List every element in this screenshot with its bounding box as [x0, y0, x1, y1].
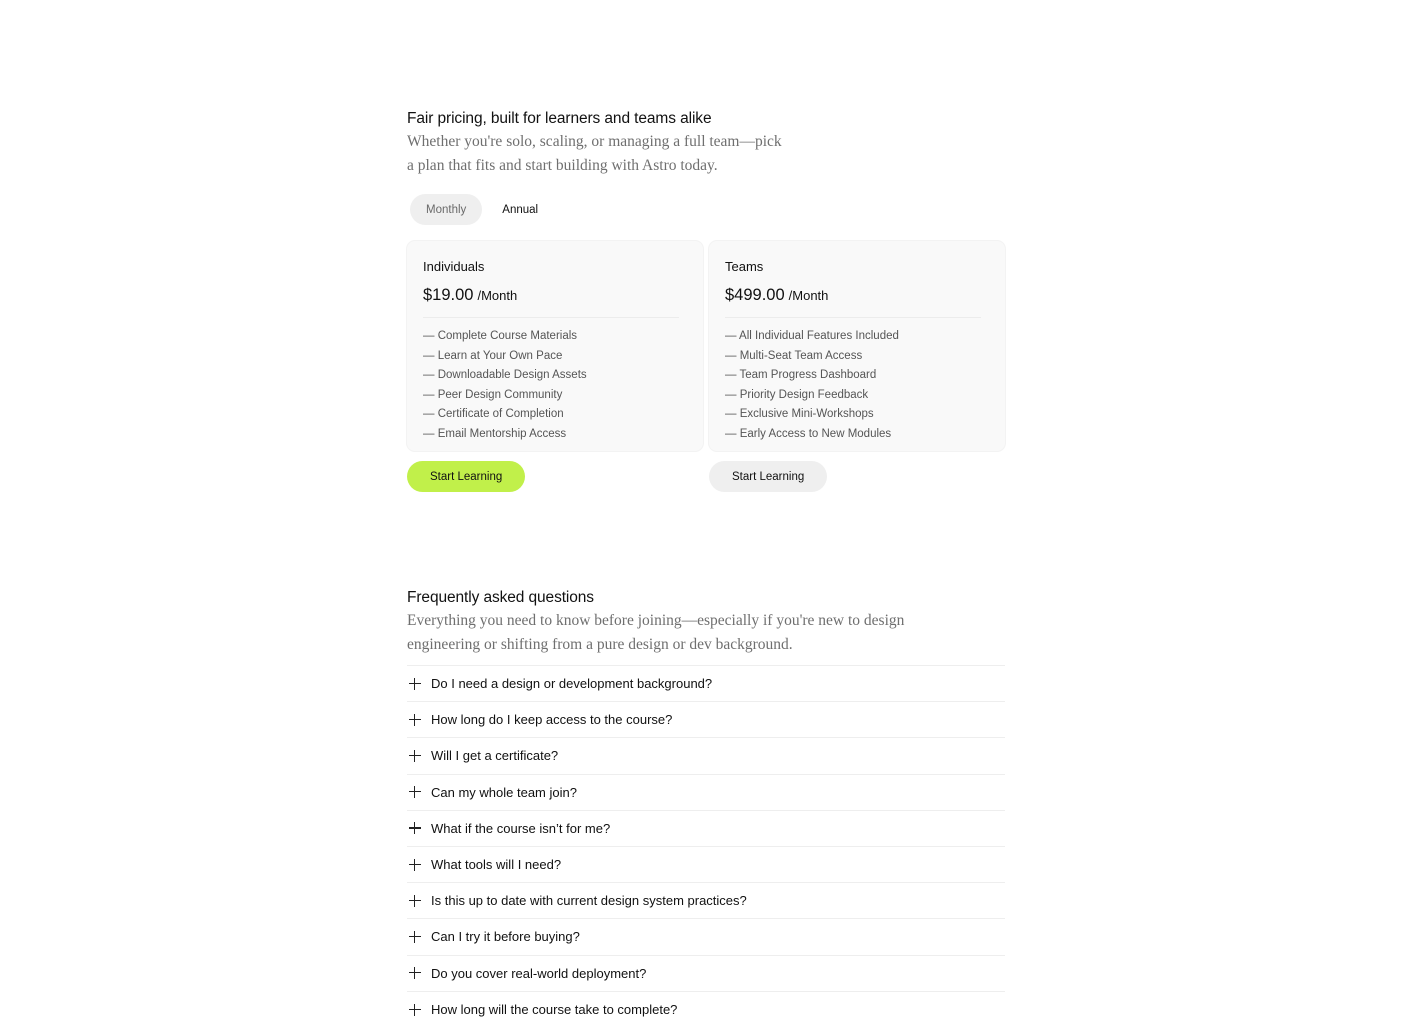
plan-period: /Month	[477, 288, 518, 303]
plans-row	[407, 241, 1005, 492]
plan-feature: — Learn at Your Own Pace	[423, 349, 563, 362]
faq-item[interactable]	[407, 738, 1005, 774]
plan-divider	[725, 317, 981, 318]
start-learning-individuals-button[interactable]: Start Learning	[407, 461, 525, 492]
faq-item[interactable]	[407, 919, 1005, 955]
plan-price	[725, 286, 989, 305]
pricing-section	[407, 108, 1005, 492]
plus-icon	[408, 677, 422, 691]
plus-icon	[408, 966, 422, 980]
billing-toggle	[410, 194, 1005, 225]
plan-amount: $19.00	[423, 286, 474, 304]
pricing-title: Fair pricing, built for learners and teams alike	[407, 110, 712, 127]
faq-question: How long will the course take to complete?	[431, 1002, 678, 1018]
faq-question: Will I get a certificate?	[431, 748, 559, 764]
faq-question: Is this up to date with current design system practices?	[431, 893, 747, 909]
plan-feature: — Complete Course Materials	[423, 330, 578, 342]
plan-feature: — Early Access to New Modules	[725, 427, 892, 440]
plus-icon	[408, 858, 422, 872]
plan-feature: — Priority Design Feedback	[725, 388, 869, 401]
plus-icon	[408, 894, 422, 908]
plan-feature: — Email Mentorship Access	[423, 427, 567, 440]
faq-question: Do you cover real-world deployment?	[431, 965, 647, 981]
faq-item[interactable]	[407, 775, 1005, 811]
faq-item[interactable]	[407, 847, 1005, 883]
plan-feature: — All Individual Features Included	[725, 330, 899, 342]
plus-icon	[408, 713, 422, 727]
plus-icon	[408, 785, 422, 799]
plan-feature: — Team Progress Dashboard	[725, 369, 877, 382]
plus-icon	[408, 821, 422, 835]
plan-features	[725, 327, 989, 445]
plan-period: /Month	[788, 288, 829, 303]
plan-feature: — Peer Design Community	[423, 388, 563, 401]
plan-features	[423, 327, 687, 445]
faq-question: How long do I keep access to the course?	[431, 712, 673, 728]
faq-question: What tools will I need?	[431, 857, 562, 873]
plan-divider	[423, 317, 679, 318]
plan-feature: — Downloadable Design Assets	[423, 369, 587, 382]
faq-item[interactable]	[407, 883, 1005, 919]
start-learning-teams-button[interactable]: Start Learning	[709, 461, 827, 492]
plus-icon	[408, 1003, 422, 1017]
faq-question: Do I need a design or development background?	[431, 676, 713, 692]
faq-item[interactable]	[407, 666, 1005, 702]
faq-item[interactable]	[407, 702, 1005, 738]
faq-title: Frequently asked questions	[407, 589, 594, 606]
toggle-monthly[interactable]: Monthly	[410, 194, 482, 225]
plan-card	[407, 241, 703, 451]
pricing-subtitle: Whether you're solo, scaling, or managing a full team—pick a plan that fits and start building with Astro today.	[407, 133, 782, 174]
plan-card	[709, 241, 1005, 451]
plan-feature: — Certificate of Completion	[423, 408, 564, 421]
faq-item[interactable]	[407, 992, 1005, 1028]
faq-list	[407, 665, 1005, 1028]
plan-individuals	[407, 241, 703, 492]
toggle-annual[interactable]: Annual	[502, 203, 539, 216]
plan-teams	[709, 241, 1005, 492]
plan-amount: $499.00	[725, 286, 785, 304]
plan-feature: — Exclusive Mini-Workshops	[725, 408, 874, 421]
plan-price	[423, 286, 687, 305]
plan-name: Individuals	[423, 259, 485, 274]
faq-question: Can I try it before buying?	[431, 929, 580, 945]
plan-name: Teams	[725, 259, 764, 274]
faq-item[interactable]	[407, 956, 1005, 992]
plus-icon	[408, 930, 422, 944]
faq-item[interactable]	[407, 811, 1005, 847]
faq-section	[407, 587, 1005, 1028]
faq-subtitle: Everything you need to know before joining—especially if you're new to design engineering or shifting from a pure design or dev background.	[407, 612, 905, 653]
faq-question: What if the course isn’t for me?	[431, 820, 611, 836]
plus-icon	[408, 749, 422, 763]
faq-question: Can my whole team join?	[431, 784, 577, 800]
plan-feature: — Multi-Seat Team Access	[725, 349, 863, 362]
